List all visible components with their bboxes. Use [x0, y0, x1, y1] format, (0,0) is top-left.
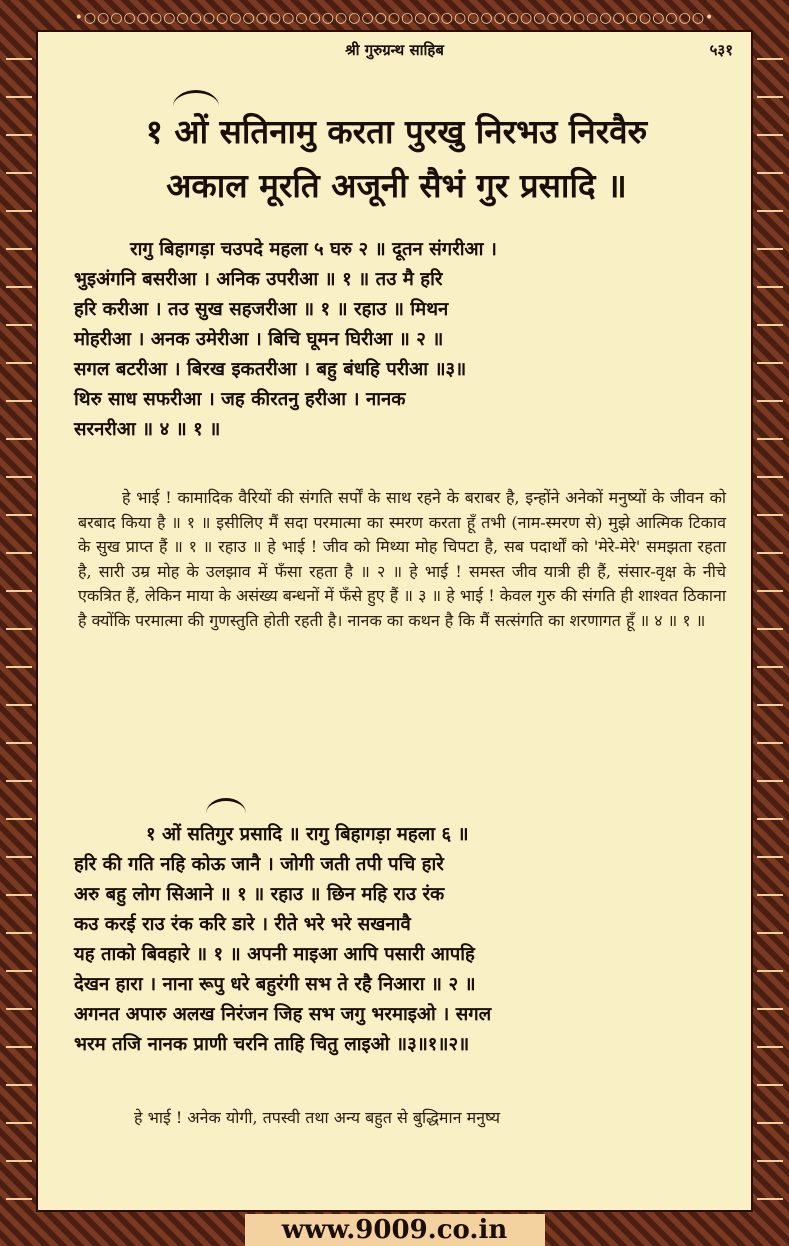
verse-line: कउ करई राउ रंक करि डारे । रीते भरे भरे सखनावै: [74, 914, 411, 935]
mool-mantar-line-2: अकाल मूरति अजूनी सैभं गुर प्रसादि ॥: [166, 166, 627, 205]
verse-line: मोहरीआ । अनक उमेरीआ । बिचि घूमन घिरीआ ॥ २ ॥: [74, 329, 444, 350]
verse-line: भुइअंगनि बसरीआ । अनिक उपरीआ ॥ १ ॥ तउ मै हरि: [74, 269, 443, 290]
verse-line: भरम तजि नानक प्राणी चरनि ताहि चितु लाइओ ॥३॥१॥२॥: [74, 1034, 470, 1055]
verse-line: १ ओं सतिगुर प्रसादि ॥ रागु बिहागड़ा महला ६ ॥: [146, 824, 469, 845]
verse-line: सरनरीआ ॥ ४ ॥ १ ॥: [74, 419, 221, 440]
website-url[interactable]: www.9009.co.in: [281, 1215, 508, 1245]
verse-line: थिरु साध सफरीआ । जह कीरतनु हरीआ । नानक: [74, 389, 406, 410]
page-number: ५३१: [709, 41, 733, 59]
mool-mantar-line-1: १ ओं सतिनामु करता पुरखु निरभउ निरवैरु: [145, 112, 648, 151]
book-title: श्री गुरुग्रन्थ साहिब: [345, 41, 444, 59]
verse-line: हरि की गति नहि कोऊ जानै । जोगी जती तपी पचि हारे: [74, 854, 444, 875]
verse-line: देखन हारा । नाना रूपु धरे बहुरंगी सभ ते रहै निआरा ॥ २ ॥: [74, 974, 476, 995]
shabad-1: [74, 235, 724, 445]
top-border-ornament: •○○○○○○○○○○○○○○○○○○○○○○○○○○○○○○○○○○○○○○○○○○○○○○○•: [74, 10, 715, 26]
verse-line: रागु बिहागड़ा चउपदे महला ५ घरु २ ॥ दूतन संगरीआ ।: [130, 239, 497, 260]
right-border-ornament: [757, 40, 783, 1206]
verse-line: अरु बहु लोग सिआने ॥ १ ॥ रहाउ ॥ छिन महि राउ रंक: [74, 884, 445, 905]
translation-1: हे भाई ! कामादिक वैरियों की संगति सर्पों के साथ रहने के बराबर है, इन्होंने अनेकों मनुष्यों के जीवन को बरबाद किया है ॥ १ ॥ इसीलिए मैं सदा परमात्मा का स्मरण करता हूँ तभी (नाम-स्मरण से) मुझे आत्मिक टिकाव के सुख प्राप्त हैं ॥ १ ॥ रहाउ ॥ हे भाई ! जीव को मिथ्या मोह चिपटा है, सब पदार्थों को 'मेरे-मेरे' समझता रहता है, सारी उम्र मोह के उलझाव में फँसा रहता है ॥ २ ॥ हे भाई ! समस्त जीव यात्री ही हैं, संसार-वृक्ष के नीचे एकत्रित हैं, लेकिन माया के असंख्य बन्धनों में फँसे हुए हैं ॥ ३ ॥ हे भाई ! केवल गुरु की संगति ही शाश्वत ठिकाना है क्योंकि परमात्मा की गुणस्तुति होती रहती है। नानक का कथन है कि मैं सत्संगति का शरणागत हूँ ॥ ४ ॥ १ ॥: [78, 488, 726, 630]
verse-line: अगनत अपारु अलख निरंजन जिह सभ जगु भरमाइओ । सगल: [74, 1004, 492, 1025]
verse-line: यह ताको बिवहारे ॥ १ ॥ अपनी माइआ आपि पसारी आपहि: [74, 944, 475, 965]
verse-line: सगल बटरीआ । बिरख इकतरीआ । बहु बंधहि परीआ ॥३॥: [74, 359, 467, 380]
scripture-page: [36, 30, 753, 1212]
running-header: [38, 40, 751, 64]
verse-line: हरि करीआ । तउ सुख सहजरीआ ॥ १ ॥ रहाउ ॥ मिथन: [74, 299, 449, 320]
left-border-ornament: [6, 40, 32, 1206]
translation-2: हे भाई ! अनेक योगी, तपस्वी तथा अन्य बहुत से बुद्धिमान मनुष्य: [134, 1108, 500, 1127]
shabad-2: [74, 820, 724, 1060]
